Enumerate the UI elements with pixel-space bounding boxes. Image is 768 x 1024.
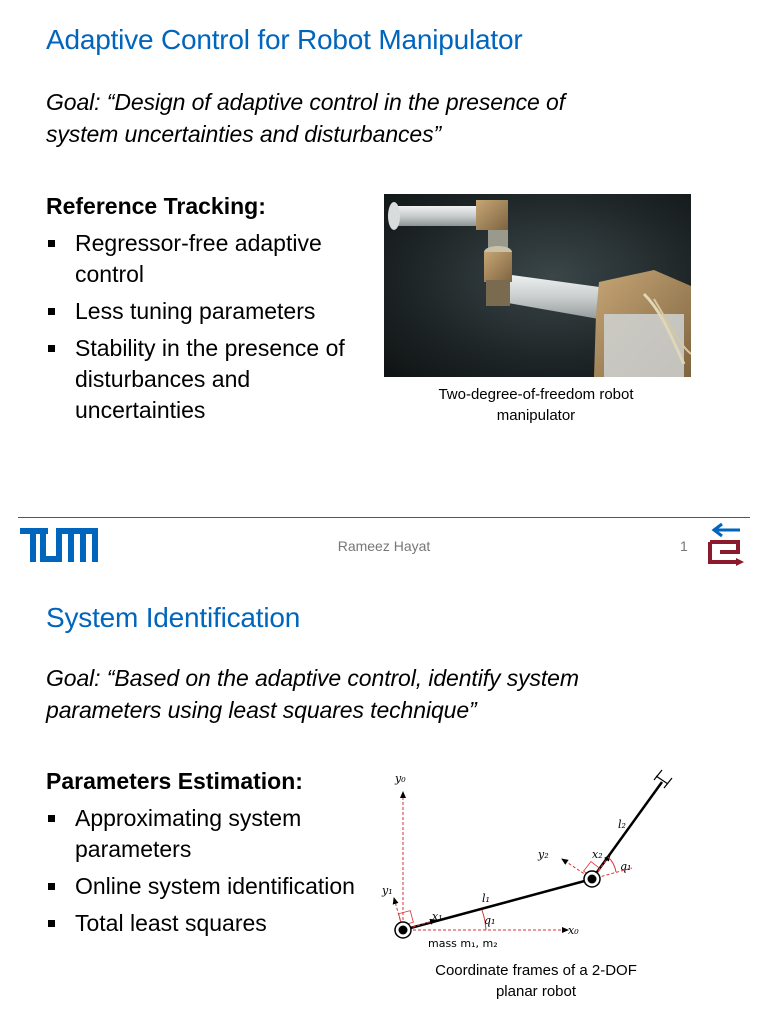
- label-y2: y₂: [538, 848, 549, 861]
- section-heading: Reference Tracking:: [46, 193, 266, 219]
- end-effector-icon: [654, 770, 672, 788]
- bullet-item: Total least squares: [46, 908, 366, 939]
- bullet-item: Less tuning parameters: [46, 296, 366, 327]
- figure-caption: [410, 384, 662, 426]
- slide-2: [0, 580, 768, 1024]
- slide-footer: [0, 512, 768, 580]
- goal-statement: [46, 86, 565, 150]
- goal-statement: [46, 662, 579, 726]
- bullet-item: Online system identification: [46, 871, 366, 902]
- caption-line: Two-degree-of-freedom robot: [438, 386, 634, 403]
- bullet-list: [46, 803, 366, 945]
- page-number: 1: [680, 538, 688, 554]
- footer-divider: [18, 517, 750, 518]
- robot-manipulator-photo: [384, 194, 691, 377]
- author-name: Rameez Hayat: [337, 538, 431, 554]
- section-heading: Parameters Estimation:: [46, 768, 303, 794]
- bullet-item: Stability in the presence of disturbances and uncertainties: [46, 333, 366, 426]
- goal-line: Goal: “Design of adaptive control in the presence of: [46, 89, 565, 115]
- bullet-list: [46, 228, 366, 432]
- bullet-item: Approximating system parameters: [46, 803, 366, 865]
- figure-caption: [396, 960, 676, 1002]
- label-y1: y₁: [382, 884, 393, 897]
- department-logo-icon: [706, 522, 748, 566]
- caption-line: Coordinate frames of a 2-DOF: [435, 962, 637, 979]
- slide-title: System Identification: [46, 602, 301, 633]
- label-mass: mass m₁, m₂: [428, 937, 498, 950]
- label-l2: l₂: [618, 818, 626, 831]
- goal-line: parameters using least squares technique”: [46, 697, 477, 723]
- label-x2: x₂: [592, 848, 603, 861]
- goal-line: system uncertainties and disturbances”: [46, 121, 442, 147]
- slide-title: Adaptive Control for Robot Manipulator: [46, 24, 523, 55]
- label-x1: x₁: [432, 910, 443, 923]
- planar-robot-diagram: [378, 762, 680, 952]
- label-q1-joint2: q₁: [620, 860, 632, 873]
- label-x0: x₀: [568, 924, 579, 937]
- goal-line: Goal: “Based on the adaptive control, identify system: [46, 665, 579, 691]
- label-q1-joint1: q₁: [484, 914, 496, 927]
- label-y0: y₀: [395, 772, 406, 785]
- bullet-item: Regressor-free adaptive control: [46, 228, 366, 290]
- caption-line: planar robot: [495, 983, 577, 1000]
- caption-line: manipulator: [496, 407, 576, 424]
- label-l1: l₁: [482, 892, 490, 905]
